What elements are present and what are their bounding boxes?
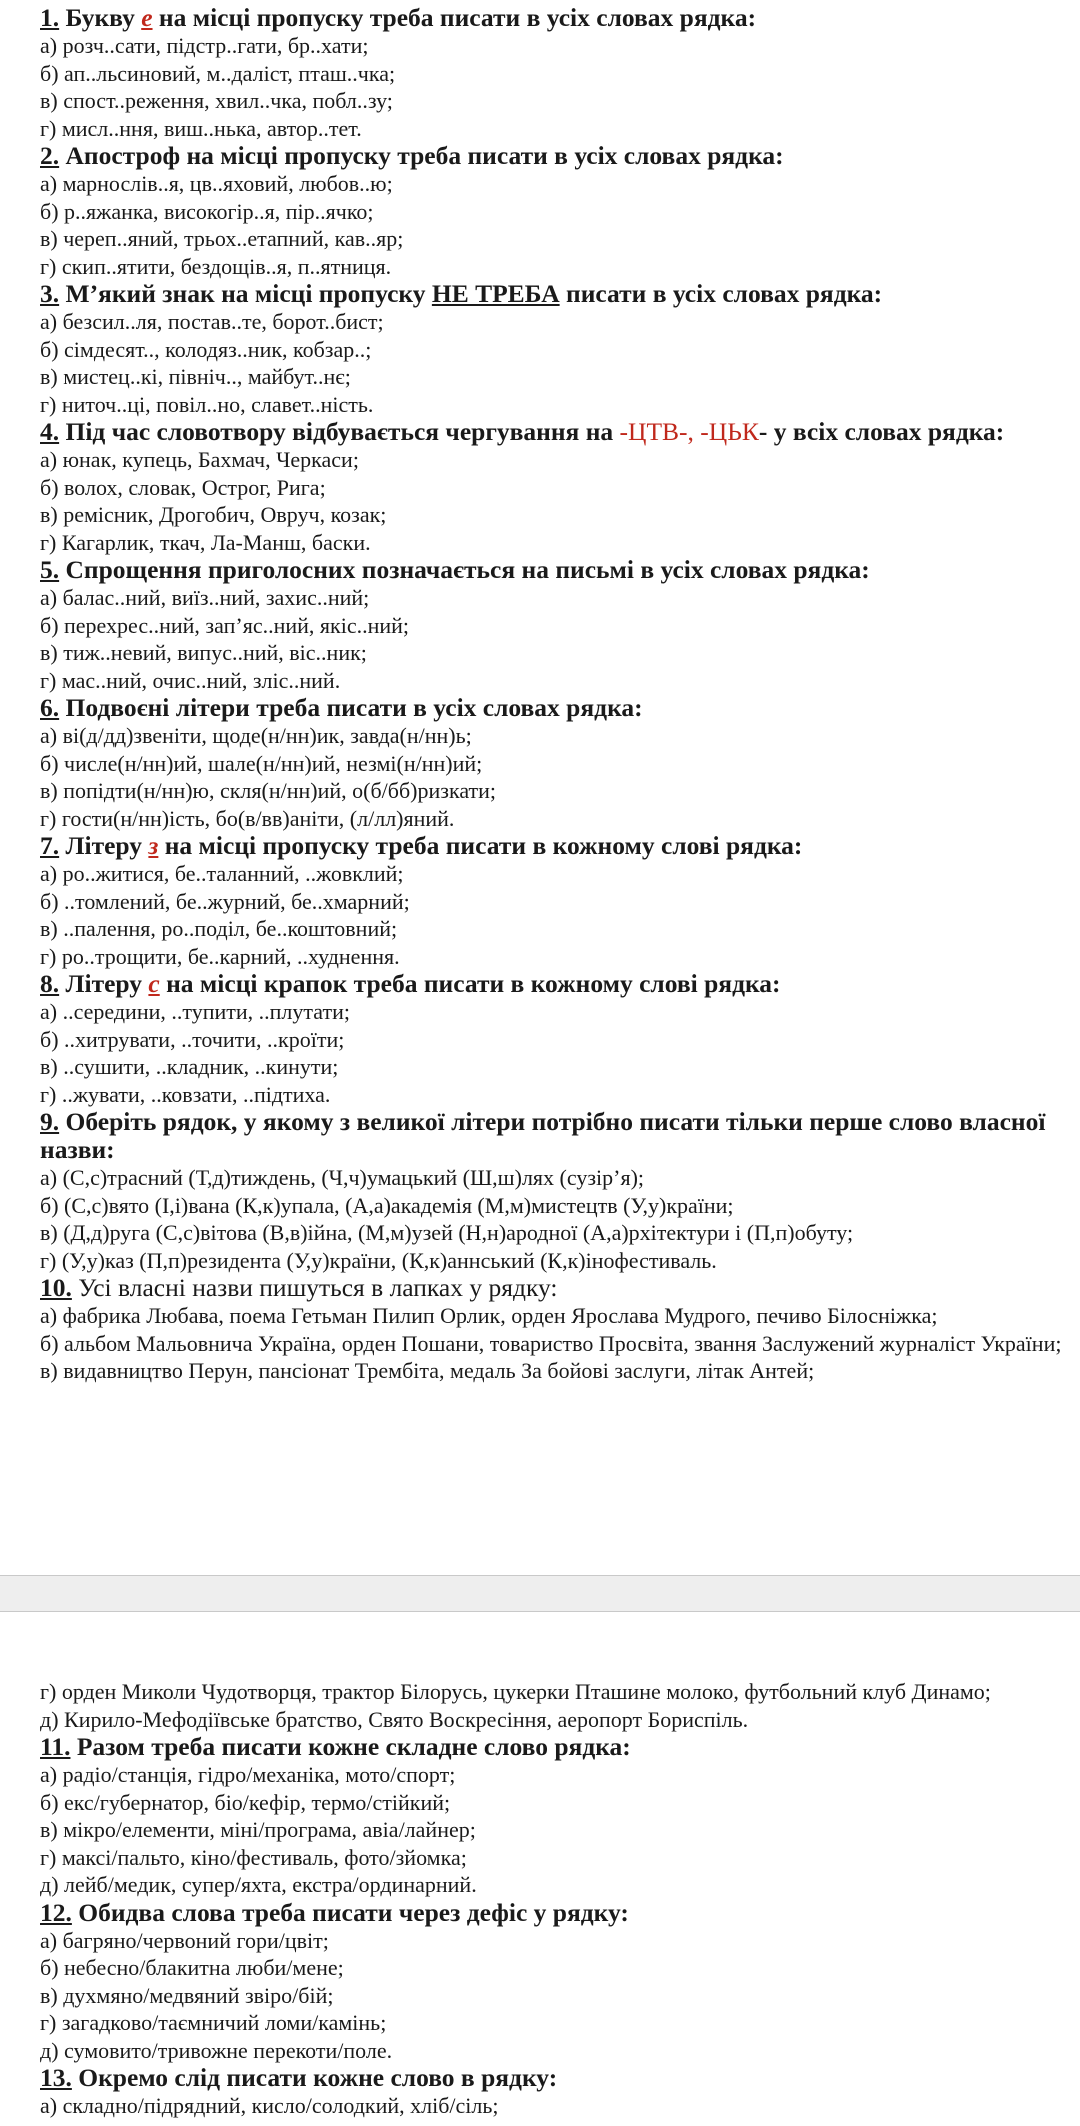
- question-4-heading: 4. Під час словотвору відбувається чергування на -ЦТВ-, -ЦЬК- у всіх словах рядка:: [40, 417, 1005, 446]
- highlighted-letter: с: [148, 969, 160, 998]
- option-line: д) сумовито/тривожне перекоти/поле.: [40, 2037, 393, 2063]
- option-line: в) (Д,д)руга (С,с)вітова (В,в)ійна, (М,м)узей (Н,н)ародної (А,а)рхітектури і (П,п)обуту;: [40, 1220, 854, 1245]
- question-3-heading: 3. М’який знак на місці пропуску НЕ ТРЕБА писати в усіх словах рядка:: [40, 279, 883, 308]
- option-line: г) гости(н/нн)ість, бо(в/вв)аніти, (л/лл)яний.: [40, 805, 455, 831]
- highlighted-suffix: ЦТВ: [628, 417, 680, 446]
- question-number: 5.: [40, 555, 60, 584]
- option-line: а) багряно/червоний гори/цвіт;: [40, 1927, 329, 1953]
- option-line: г) максі/пальто, кіно/фестиваль, фото/зйомка;: [40, 1844, 467, 1870]
- option-line: а) ..середини, ..тупити, ..плутати;: [40, 999, 350, 1024]
- option-line: а) розч..сати, підстр..гати, бр..хати;: [40, 33, 369, 58]
- option-line: в) ..сушити, ..кладник, ..кинути;: [40, 1054, 339, 1079]
- question-1-heading: 1. Букву е на місці пропуску треба писати в усіх словах рядка:: [40, 3, 757, 32]
- option-line: в) мистец..кі, північ.., майбут..нє;: [40, 364, 351, 389]
- question-number: 11.: [40, 1732, 71, 1761]
- option-line: г) (У,у)каз (П,п)резидента (У,у)країни, (К,к)аннський (К,к)інофестиваль.: [40, 1247, 717, 1273]
- option-line: г) орден Миколи Чудотворця, трактор Білорусь, цукерки Пташине молоко, футбольний клуб Динамо;: [40, 1679, 991, 1704]
- question-number: 13.: [40, 2063, 72, 2092]
- emphasized-text: НЕ ТРЕБА: [431, 279, 560, 308]
- question-13-heading: 13. Окремо слід писати кожне слово в рядку:: [40, 2063, 558, 2092]
- option-line: а) (С,с)трасний (Т,д)тиждень, (Ч,ч)умацький (Ш,ш)лях (сузір’я);: [40, 1165, 645, 1190]
- option-line: б) ап..льсиновий, м..даліст, пташ..чка;: [40, 60, 396, 86]
- option-line: г) ро..трощити, бе..карний, ..худнення.: [40, 943, 400, 969]
- option-line: в) попідти(н/нн)ю, скля(н/нн)ий, о(б/бб)ризкати;: [40, 778, 497, 803]
- option-line: г) мисл..ння, виш..нька, автор..тет.: [40, 115, 362, 141]
- question-number: 2.: [40, 141, 60, 170]
- question-number: 7.: [40, 831, 60, 860]
- highlighted-letter: е: [141, 3, 153, 32]
- option-line: в) ремісник, Дрогобич, Овруч, козак;: [40, 502, 387, 527]
- question-number: 4.: [40, 417, 60, 446]
- option-line: б) (С,с)вято (І,і)вана (К,к)упала, (А,а)академія (М,м)мистецтв (У,у)країни;: [40, 1192, 734, 1218]
- option-line: а) балас..ний, виїз..ний, захис..ний;: [40, 585, 370, 610]
- question-number: 12.: [40, 1897, 72, 1927]
- document-page-2: [0, 1612, 1080, 2126]
- option-line: б) сімдесят.., колодяз..ник, кобзар..;: [40, 336, 372, 362]
- question-8-heading: 8. Літеру с на місці крапок треба писати в кожному слові рядка:: [40, 969, 781, 998]
- question-number: 10.: [40, 1273, 72, 1302]
- option-line: а) юнак, купець, Бахмач, Черкаси;: [40, 447, 359, 472]
- option-line: г) скип..ятити, бездощів..я, п..ятниця.: [40, 253, 392, 279]
- question-6-heading: 6. Подвоєні літери треба писати в усіх словах рядка:: [40, 693, 643, 722]
- option-line: г) загадково/таємничий ломи/камінь;: [40, 2010, 387, 2035]
- option-line: б) р..яжанка, високогір..я, пір..ячко;: [40, 198, 374, 224]
- question-number: 9.: [40, 1107, 60, 1136]
- question-11-heading: 11. Разом треба писати кожне складне слово рядка:: [40, 1732, 631, 1761]
- option-line: г) ..жувати, ..ковзати, ..підтиха.: [40, 1081, 331, 1107]
- question-7-heading: 7. Літеру з на місці пропуску треба писати в кожному слові рядка:: [40, 831, 803, 860]
- option-line: в) череп..яний, трьох..етапний, кав..яр;: [40, 226, 404, 251]
- option-line: а) складно/підрядний, кисло/солодкий, хліб/сіль;: [40, 2093, 499, 2118]
- question-number: 6.: [40, 693, 60, 722]
- option-line: б) ..хитрувати, ..точити, ..кроїти;: [40, 1026, 345, 1052]
- option-line: б) екс/губернатор, біо/кефір, термо/стійкий;: [40, 1789, 451, 1815]
- page-2-content: [40, 1678, 1080, 2120]
- highlighted-letter: з: [148, 831, 159, 860]
- option-line: а) ро..житися, бе..таланний, ..жовклий;: [40, 861, 404, 886]
- option-line: а) ві(д/дд)звеніти, щоде(н/нн)ик, завда(н/нн)ь;: [40, 723, 472, 748]
- question-10-heading: 10. Усі власні назви пишуться в лапках у рядку:: [40, 1273, 558, 1302]
- question-5-heading: 5. Спрощення приголосних позначається на письмі в усіх словах рядка:: [40, 555, 870, 584]
- question-number: 3.: [40, 279, 60, 308]
- page-separator: [0, 1575, 1080, 1612]
- option-line: в) спост..реження, хвил..чка, побл..зу;: [40, 88, 393, 113]
- option-line: б) альбом Мальовнича Україна, орден Пошани, товариство Просвіта, звання Заслужений журналіст України;: [40, 1330, 1062, 1356]
- option-line: в) мікро/елементи, міні/програма, авіа/лайнер;: [40, 1817, 476, 1842]
- option-line: б) перехрес..ний, зап’яс..ний, якіс..ний;: [40, 612, 410, 638]
- option-line: б) числе(н/нн)ий, шале(н/нн)ий, незмі(н/нн)ий;: [40, 750, 483, 776]
- option-line: б) небесно/блакитна люби/мене;: [40, 1955, 344, 1980]
- option-line: в) ..палення, ро..поділ, бе..коштовний;: [40, 916, 398, 941]
- option-line: б) волох, словак, Острог, Рига;: [40, 474, 326, 500]
- option-line: в) духмяно/медвяний звіро/бій;: [40, 1982, 334, 2008]
- option-line: а) безсил..ля, постав..те, борот..бист;: [40, 309, 384, 334]
- option-line: д) Кирило-Мефодіївське братство, Свято Воскресіння, аеропорт Бориспіль.: [40, 1706, 749, 1732]
- highlighted-suffix: ЦЬК: [708, 417, 759, 446]
- option-line: в) видавництво Перун, пансіонат Трембіта, медаль За бойові заслуги, літак Антей;: [40, 1358, 815, 1383]
- option-line: а) радіо/станція, гідро/механіка, мото/спорт;: [40, 1762, 456, 1787]
- option-line: г) мас..ний, очис..ний, зліс..ний.: [40, 667, 341, 693]
- option-line: г) ниточ..ці, повіл..но, славет..ність.: [40, 391, 374, 417]
- page-1-content: [40, 4, 1080, 1385]
- option-line: а) фабрика Любава, поема Гетьман Пилип Орлик, орден Ярослава Мудрого, печиво Білосніжка;: [40, 1303, 938, 1328]
- option-line: в) тиж..невий, випус..ний, віс..ник;: [40, 640, 367, 665]
- question-12-heading: 12. Обидва слова треба писати через дефіс у рядку:: [40, 1897, 629, 1927]
- question-number: 8.: [40, 969, 60, 998]
- option-line: д) лейб/медик, супер/яхта, екстра/ординарний.: [40, 1872, 477, 1897]
- question-2-heading: 2. Апостроф на місці пропуску треба писати в усіх словах рядка:: [40, 141, 784, 170]
- question-number: 1.: [40, 3, 60, 32]
- option-line: б) ..томлений, бе..журний, бе..хмарний;: [40, 888, 410, 914]
- option-line: г) Кагарлик, ткач, Ла-Манш, баски.: [40, 529, 371, 555]
- option-line: а) марнослів..я, цв..яховий, любов..ю;: [40, 171, 393, 196]
- question-9-heading: 9. Оберіть рядок, у якому з великої літери потрібно писати тільки перше слово власної назви:: [40, 1107, 1046, 1164]
